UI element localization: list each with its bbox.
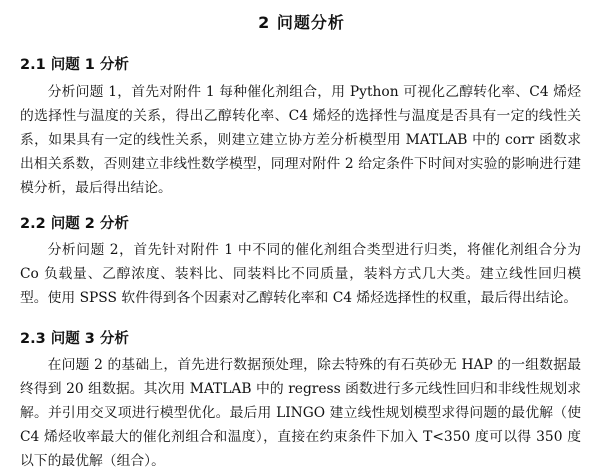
section-heading-2-3: 2.3 问题 3 分析 <box>20 331 129 347</box>
section-heading-2-1: 2.1 问题 1 分析 <box>20 57 129 73</box>
section-body-2-2: 分析问题 2，首先针对附件 1 中不同的催化剂组合类型进行归类，将催化剂组合分为 Co 负载量、乙醇浓度、装料比、同装料比不同质量，装料方式几大类。建立线性回归模型。使用 SPSS 软件得到各个因素对乙醇转化率和 C4 烯烃选择性的权重，最后得出结论。 <box>20 242 581 306</box>
section-body-2-1: 分析问题 1，首先对附件 1 每种催化剂组合，用 Python 可视化乙醇转化率、C4 烯烃的选择性与温度的关系，得出乙醇转化率、C4 烯烃的选择性与温度是否具有一定的线性关系，如果具有一定的线性关系，则建立建立协方差分析模型用 MATLAB 中的 corr 函数求出相关系数，否则建立非线性数学模型，同理对附件 2 给定条件下时间对实验的影响进行建模分析，最后得出结论。 <box>20 84 581 196</box>
chapter-title: 2 问题分析 <box>258 13 345 32</box>
section-heading-2-2: 2.2 问题 2 分析 <box>20 216 129 232</box>
section-body-2-3: 在问题 2 的基础上，首先进行数据预处理，除去特殊的有石英砂无 HAP 的一组数据最终得到 20 组数据。其次用 MATLAB 中的 regress 函数进行多元线性回归和非线性规划求解。并引用交叉项进行模型优化。最后用 LINGO 建立线性规划模型求得问题的最优解（使 C4 烯烃收率最大的催化剂组合和温度），直接在约束条件下加入 T<350 度可以得 350 度以下的最优解（组合）。 <box>20 357 581 469</box>
